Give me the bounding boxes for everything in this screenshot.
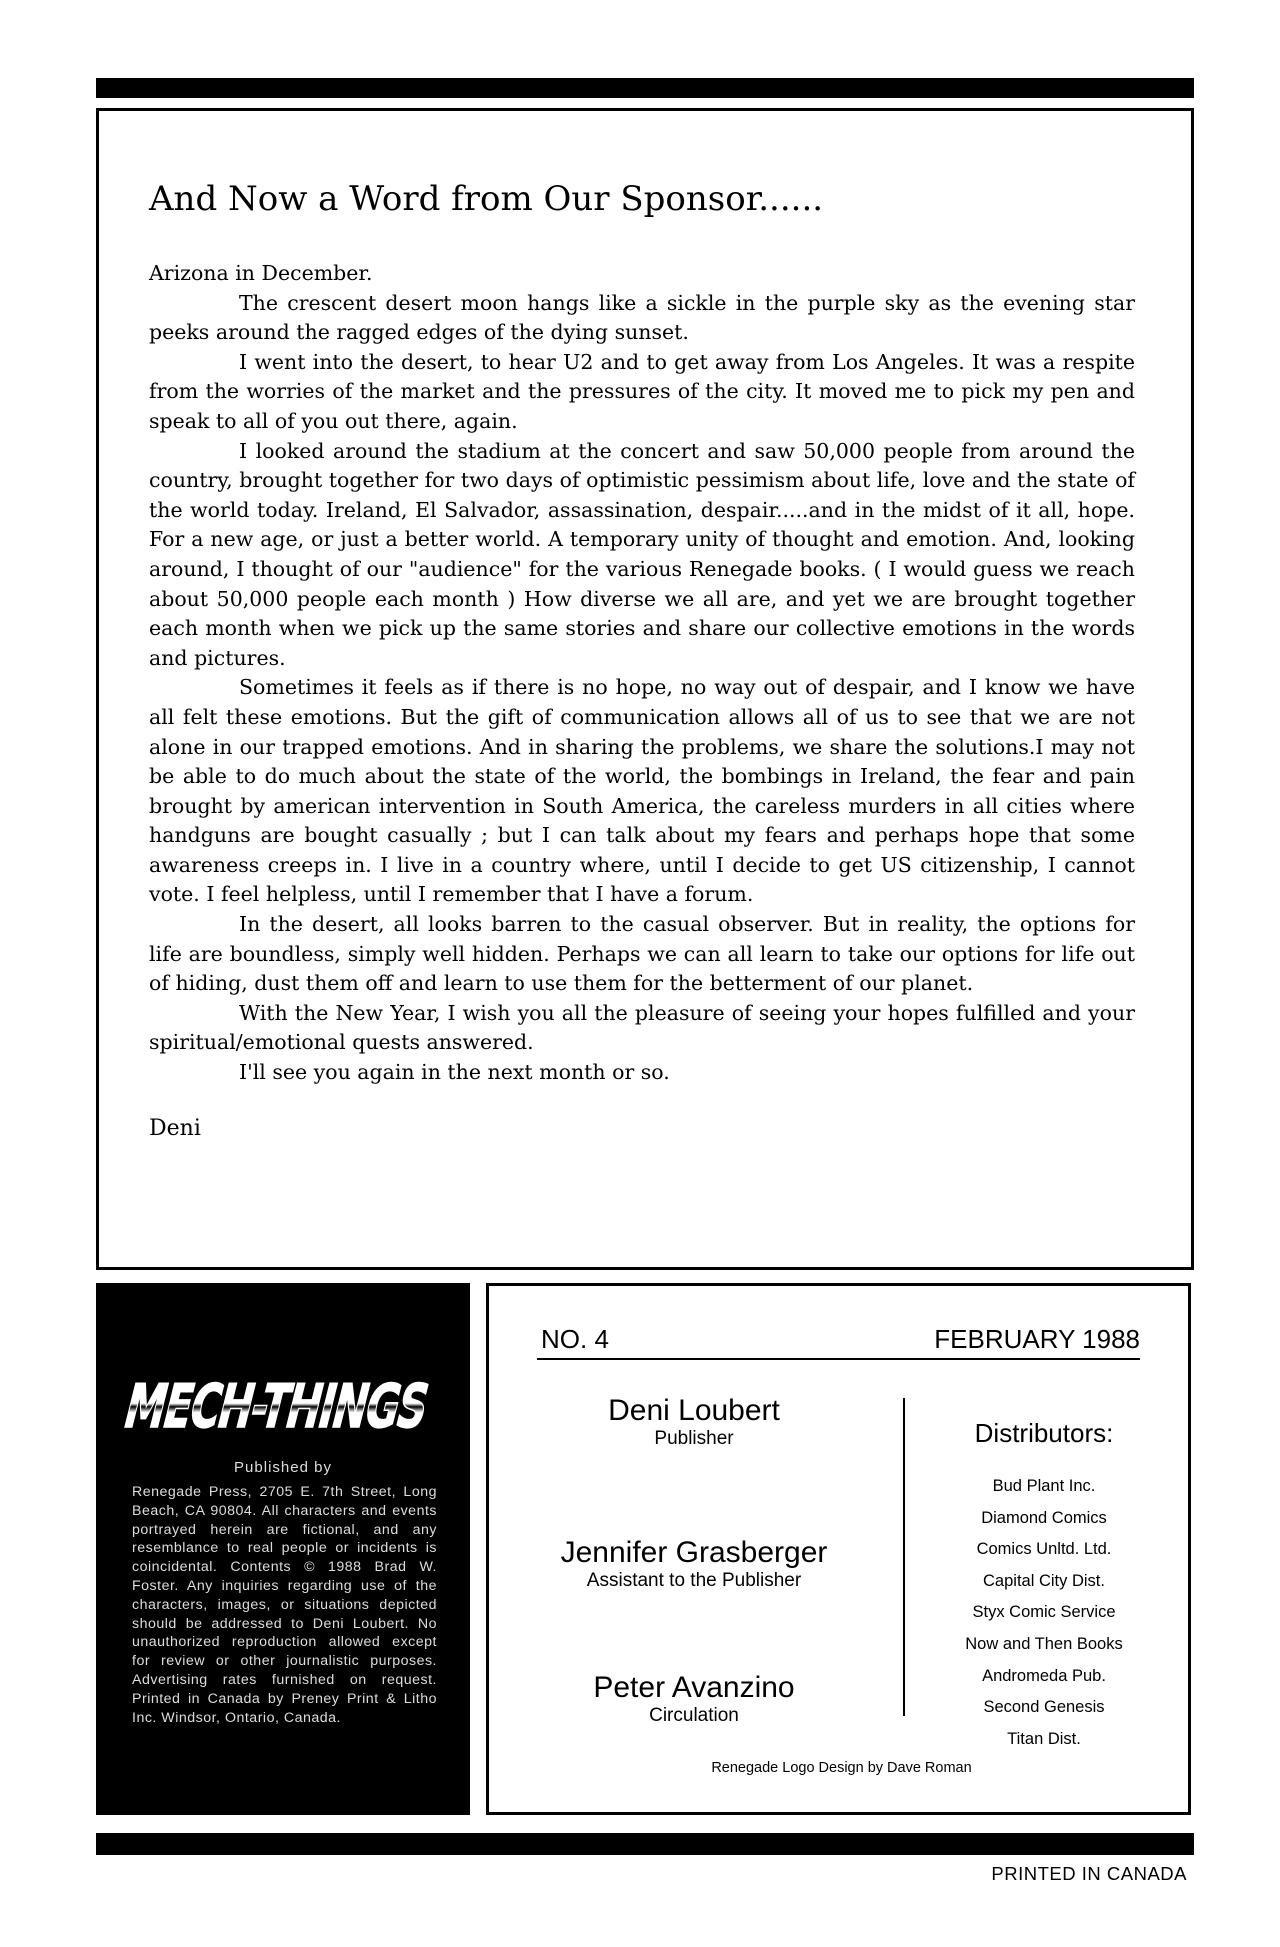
column-divider xyxy=(903,1398,905,1716)
staff-role: Assistant to the Publisher xyxy=(586,1570,802,1591)
distributor-item: Diamond Comics xyxy=(981,1508,1107,1527)
editorial-signature: Deni xyxy=(149,1115,201,1141)
published-by-label: Published by xyxy=(234,1459,332,1476)
logo-credit: Renegade Logo Design by Dave Roman xyxy=(711,1760,972,1776)
logo-lettering: MECH-THINGS xyxy=(117,1371,580,1442)
distributor-item: Capital City Dist. xyxy=(983,1571,1105,1590)
staff-role: Publisher xyxy=(654,1428,734,1449)
distributor-item: Second Genesis xyxy=(983,1698,1105,1717)
distributor-item: Styx Comic Service xyxy=(972,1603,1116,1622)
issue-date: FEBRUARY 1988 xyxy=(934,1324,1140,1354)
issue-row xyxy=(537,1324,1140,1360)
editorial-paragraph: In the desert, all looks barren to the casual observer. But in reality, the options for life are boundless, simply well hidden. Perhaps we can all learn to take our options for life out of hiding, dust them off and learn to use them for the betterment of our planet. xyxy=(149,912,1135,996)
staff-name: Jennifer Grasberger xyxy=(560,1536,828,1569)
staff-circulation xyxy=(529,1671,859,1727)
indicia-text: Renegade Press, 2705 E. 7th Street, Long Beach, CA 90804. All characters and events portrayed herein are fictional, and any resemblance to real people or incidents is coincidental. Contents © 1988 Brad W. Foster. Any inquiries regarding use of the characters, images, or situations depicted should be addressed to Deni Loubert. No unauthorized reproduction allowed except for review or other journalistic purposes. Advertising rates furnished on request. Printed in Canada by Preney Print & Litho Inc. Windsor, Ontario, Canada. xyxy=(132,1484,437,1726)
editorial-paragraph: Sometimes it feels as if there is no hope, no way out of despair, and I know we have all felt these emotions. But the gift of communication allows all of us to see that we are not alone in our trapped emotions. And in sharing the problems, we share the solutions.I may not be able to do much about the state of the world, the bombings in Ireland, the fear and pain brought by american intervention in South America, the careless murders in all cities where handguns are bought casually ; but I can talk about my fears and perhaps hope that some awareness creeps in. I live in a country where, until I decide to get US citizenship, I cannot vote. I feel helpless, until I remember that I have a forum. xyxy=(149,675,1135,907)
editorial-paragraph: With the New Year, I wish you all the pleasure of seeing your hopes fulfilled and your spiritual/emotional quests answered. xyxy=(149,1000,1135,1055)
editorial-title: And Now a Word from Our Sponsor...... xyxy=(149,179,824,219)
mechthings-logo xyxy=(117,1335,580,1455)
staff-assistant xyxy=(529,1536,859,1592)
editorial-paragraph: I went into the desert, to hear U2 and to get away from Los Angeles. It was a respite from the worries of the market and the pressures of the city. It moved me to pick my pen and speak to all of you out there, again. xyxy=(149,349,1135,433)
distributors-title: Distributors: xyxy=(974,1418,1114,1448)
distributors-list xyxy=(919,1471,1169,1755)
editorial-body xyxy=(149,259,1135,1143)
editorial-box xyxy=(96,108,1194,1270)
editorial-paragraph: The crescent desert moon hangs like a sickle in the purple sky as the evening star peeks around the ragged edges of the dying sunset. xyxy=(149,290,1135,345)
distributor-item: Now and Then Books xyxy=(965,1634,1123,1653)
distributor-item: Titan Dist. xyxy=(1007,1729,1081,1748)
distributor-item: Andromeda Pub. xyxy=(982,1666,1106,1685)
staff-role: Circulation xyxy=(649,1705,739,1726)
printed-in-canada: PRINTED IN CANADA xyxy=(991,1863,1187,1884)
distributor-item: Bud Plant Inc. xyxy=(992,1477,1096,1495)
staff-publisher xyxy=(529,1394,859,1450)
editorial-paragraph: I looked around the stadium at the concert and saw 50,000 people from around the country, brought together for two days of optimistic pessimism about life, love and the state of the world today. Ireland, El Salvador, assassination, despair.....and in the midst of it all, hope. For a new age, or just a better world. A temporary unity of thought and emotion. And, looking around, I thought of our "audience" for the various Renegade books. ( I would guess we reach about 50,000 people each month ) How diverse we all are, and yet we are brought together each month when we pick up the same stories and share our collective emotions in the words and pictures. xyxy=(149,438,1135,670)
editorial-paragraph: I'll see you again in the next month or so. xyxy=(239,1060,670,1085)
staff-name: Peter Avanzino xyxy=(593,1671,795,1704)
bottom-rule xyxy=(96,1833,1194,1855)
distributor-item: Comics Unltd. Ltd. xyxy=(976,1540,1112,1559)
top-rule xyxy=(96,78,1194,98)
staff-name: Deni Loubert xyxy=(608,1394,780,1427)
editorial-paragraph: Arizona in December. xyxy=(149,261,373,285)
staff-box xyxy=(486,1283,1191,1815)
issue-number: NO. 4 xyxy=(541,1324,609,1354)
